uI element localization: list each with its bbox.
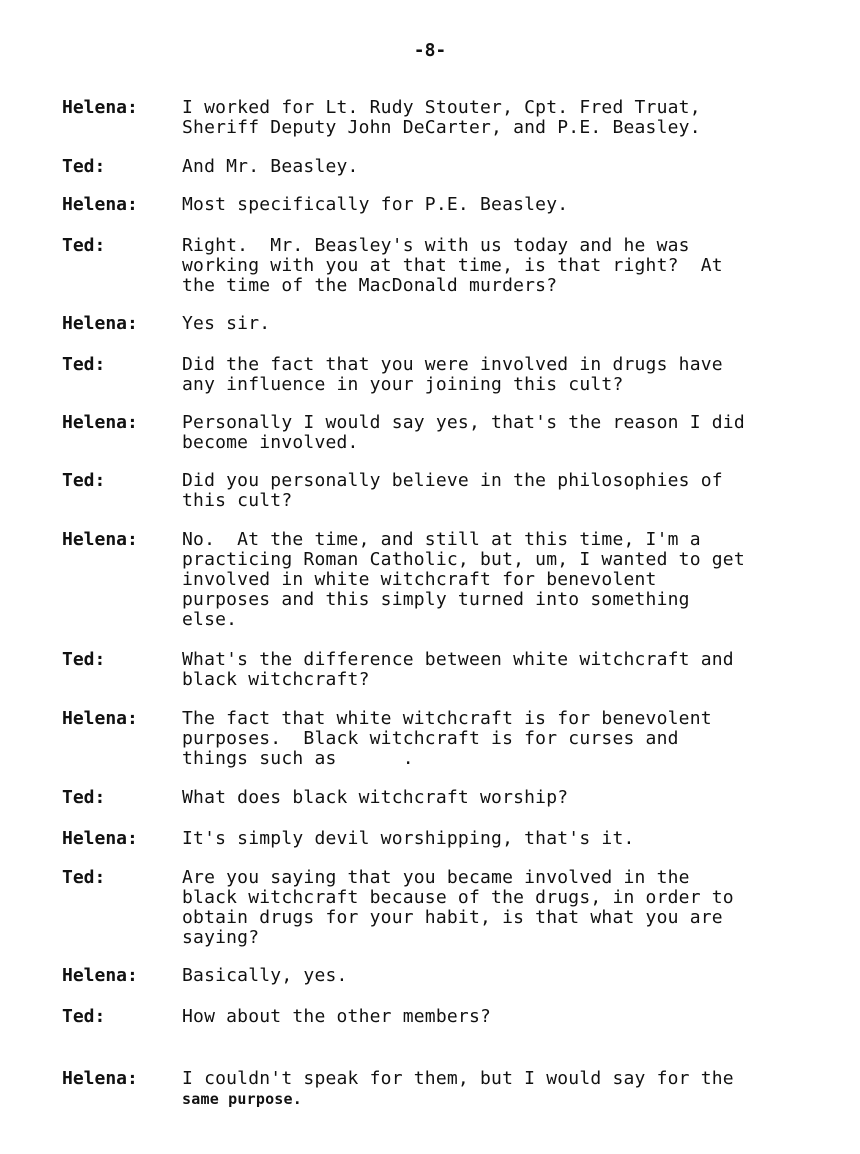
dialogue-line: The fact that white witchcraft is for benevolent [182,708,712,729]
speaker-label: Helena: [62,1068,138,1089]
dialogue-line: practicing Roman Catholic, but, um, I wanted to get [182,549,745,570]
dialogue-line: It's simply devil worshipping, that's it. [182,828,635,849]
dialogue-line: purposes and this simply turned into something [182,589,690,610]
speaker-label: Helena: [62,708,138,729]
dialogue-line: obtain drugs for your habit, is that what you are [182,907,723,928]
dialogue-line: any influence in your joining this cult? [182,374,624,395]
dialogue-line: Sheriff Deputy John DeCarter, and P.E. Beasley. [182,117,701,138]
dialogue-line: What's the difference between white witchcraft and [182,649,734,670]
dialogue-line: How about the other members? [182,1006,492,1027]
dialogue-line: Yes sir. [182,313,271,334]
dialogue-line: saying? [182,927,260,948]
dialogue-line: black witchcraft? [182,669,370,690]
dialogue-line: the time of the MacDonald murders? [182,275,558,296]
dialogue-line: things such as . [182,748,414,769]
speaker-label: Ted: [62,867,106,888]
speaker-label: Helena: [62,97,138,118]
speaker-label: Ted: [62,156,106,177]
dialogue-line: this cult? [182,490,293,511]
dialogue-line: And Mr. Beasley. [182,156,359,177]
speaker-label: Helena: [62,412,138,433]
dialogue-line: Most specifically for P.E. Beasley. [182,194,569,215]
speaker-label: Ted: [62,354,106,375]
dialogue-line: become involved. [182,432,359,453]
speaker-label: Ted: [62,235,106,256]
speaker-label: Helena: [62,828,138,849]
dialogue-line: working with you at that time, is that right? At [182,255,723,276]
dialogue-line: involved in white witchcraft for benevolent [182,569,657,590]
speaker-label: Ted: [62,787,106,808]
page-number: -8- [413,40,447,61]
dialogue-line: else. [182,609,238,630]
dialogue-line: Right. Mr. Beasley's with us today and he was [182,235,690,256]
speaker-label: Helena: [62,529,138,550]
speaker-label: Helena: [62,965,138,986]
dialogue-line: Are you saying that you became involved in the [182,867,690,888]
dialogue-line: same purpose. [182,1090,302,1108]
speaker-label: Ted: [62,1006,106,1027]
dialogue-line: Did you personally believe in the philosophies of [182,470,723,491]
dialogue-line: black witchcraft because of the drugs, in order to [182,887,734,908]
dialogue-line: I couldn't speak for them, but I would say for the [182,1068,734,1089]
dialogue-line: I worked for Lt. Rudy Stouter, Cpt. Fred Truat, [182,97,701,118]
speaker-label: Ted: [62,649,106,670]
dialogue-line: purposes. Black witchcraft is for curses and [182,728,679,749]
speaker-label: Helena: [62,194,138,215]
dialogue-line: Did the fact that you were involved in drugs have [182,354,723,375]
dialogue-line: What does black witchcraft worship? [182,787,569,808]
speaker-label: Helena: [62,313,138,334]
dialogue-line: Personally I would say yes, that's the reason I did [182,412,745,433]
dialogue-line: Basically, yes. [182,965,348,986]
dialogue-line: No. At the time, and still at this time, I'm a [182,529,701,550]
speaker-label: Ted: [62,470,106,491]
